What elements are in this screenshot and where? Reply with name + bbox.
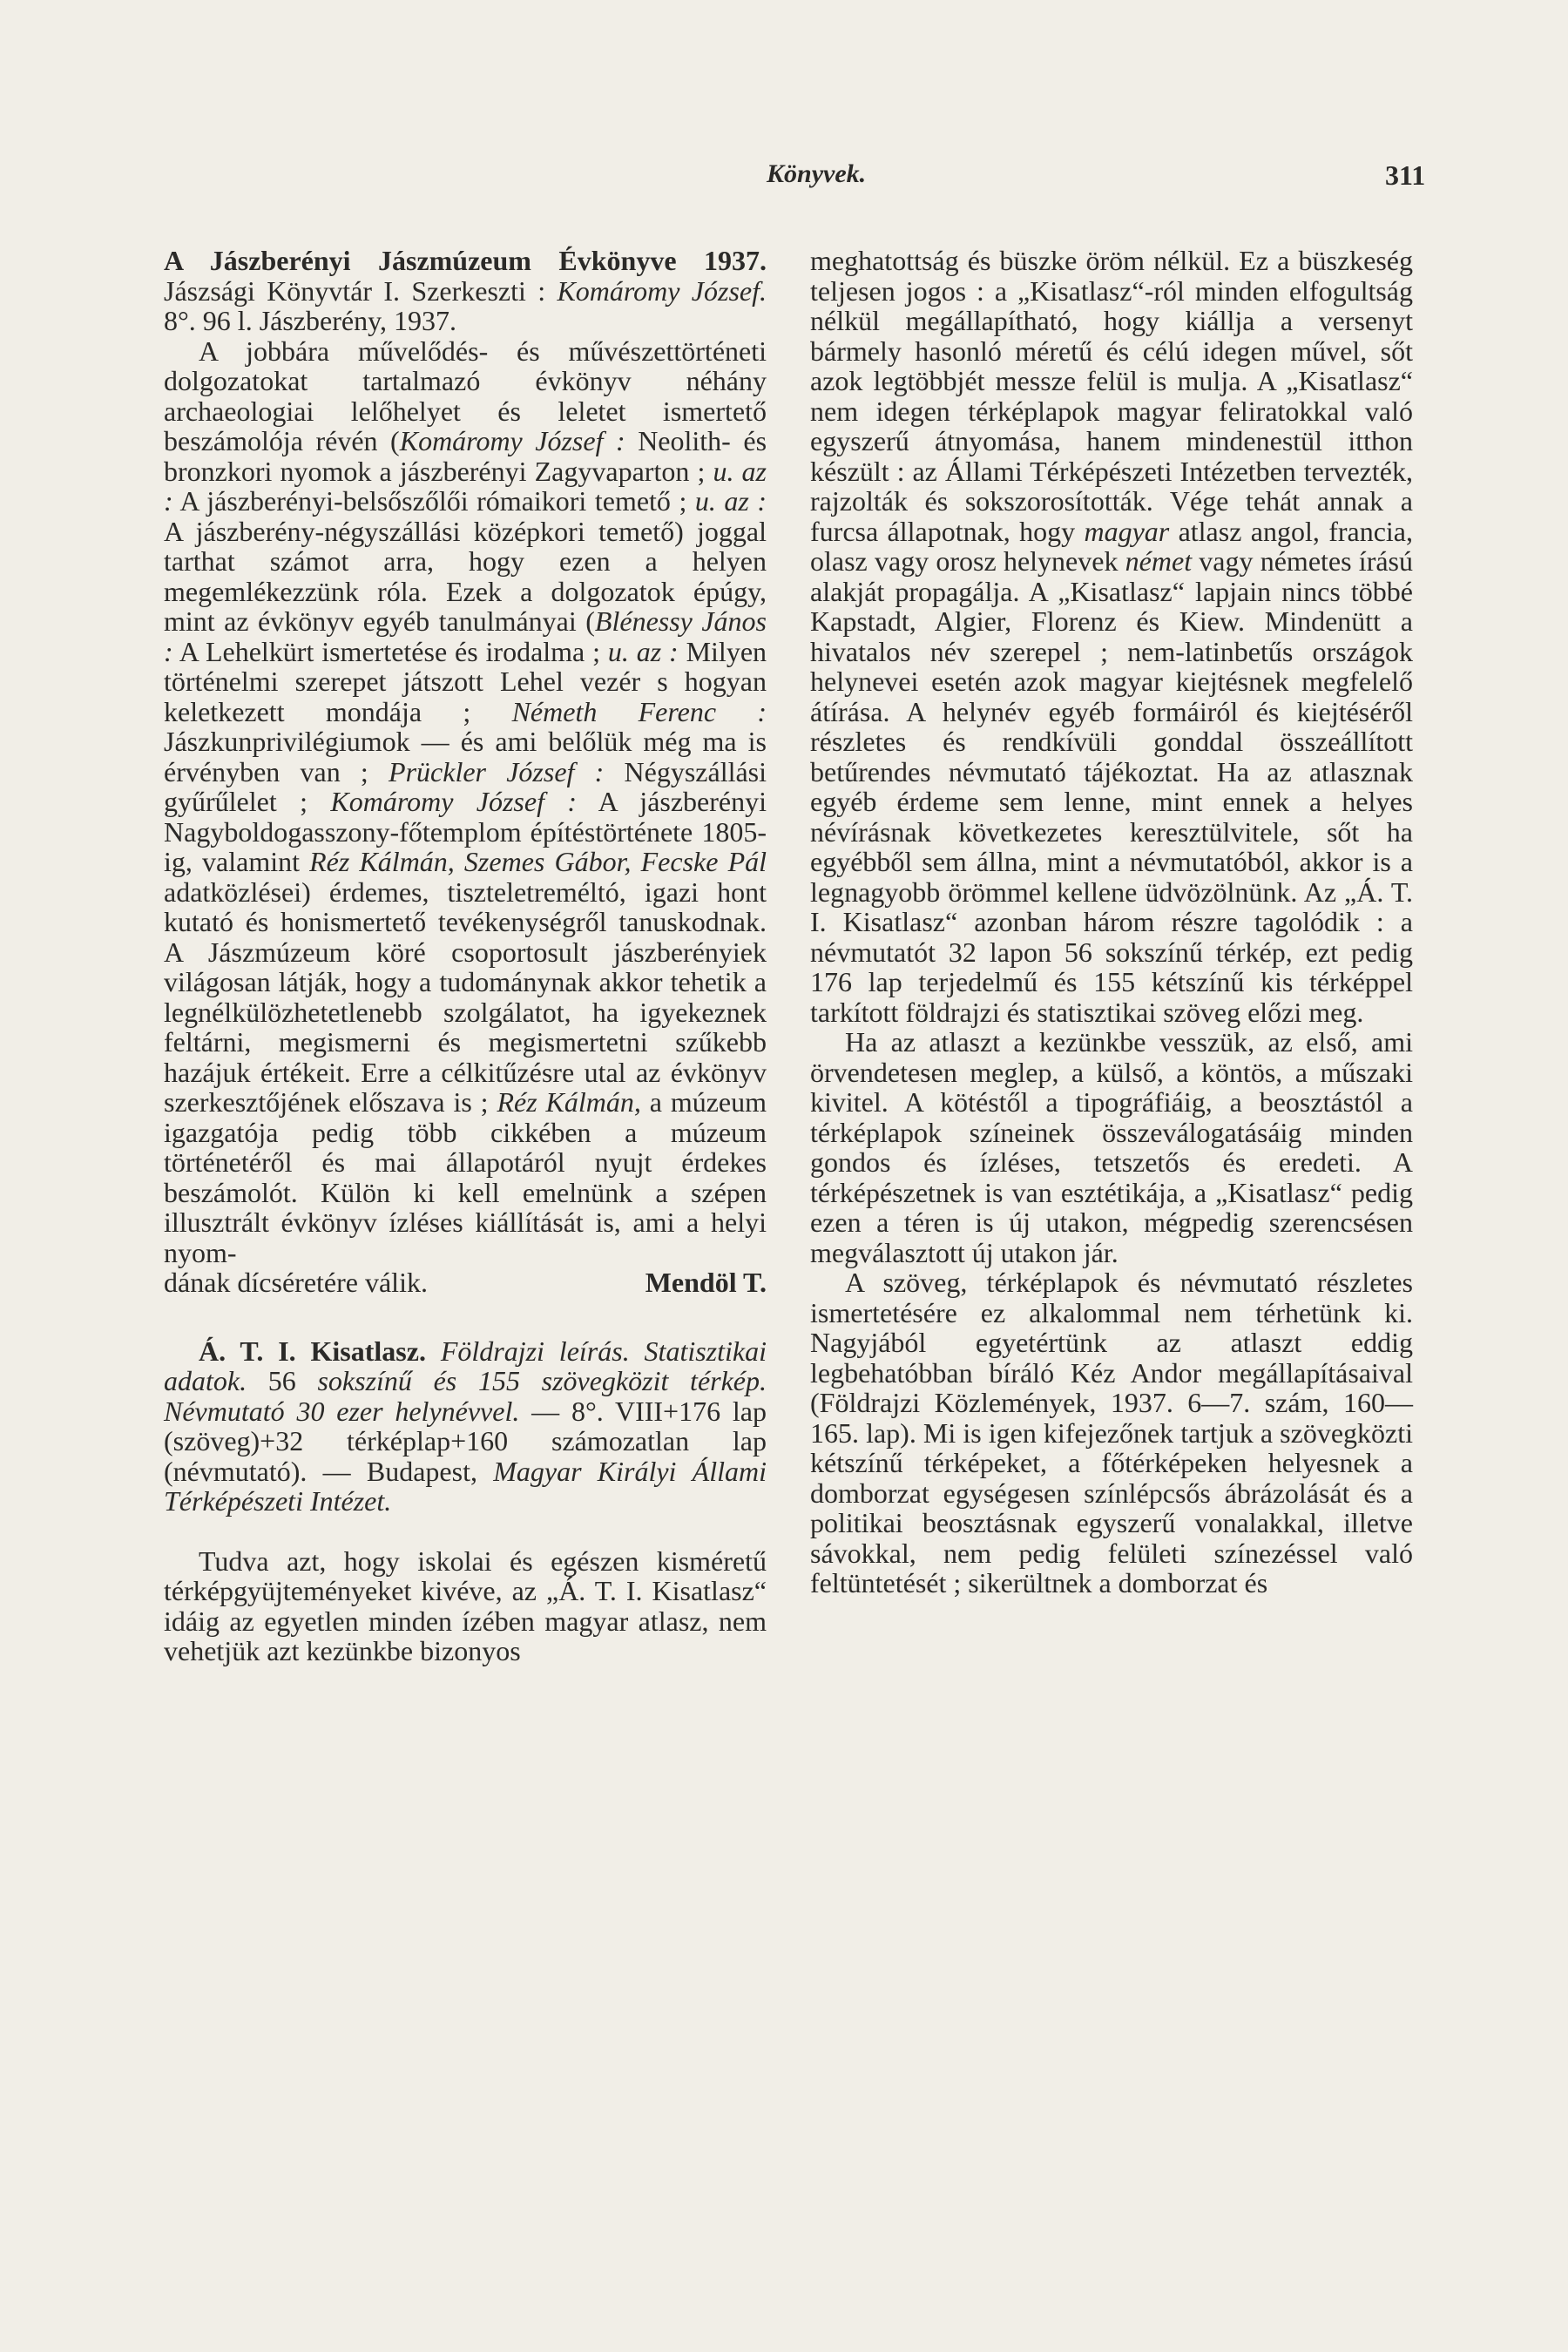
author-ref: Komáromy József : [399, 425, 625, 456]
review1-imprint: 8°. 96 l. Jászberény, 1937. [164, 305, 456, 336]
review1-series: Jászsági Könyvtár I. Szerkeszti : [164, 274, 558, 307]
review1-editor: Komáromy József. [557, 274, 767, 307]
section-gap [164, 1517, 767, 1546]
emphasis: német [1125, 545, 1193, 577]
review2-publisher: Magyar Királyi Állami Térképészeti Intézet. [164, 1455, 767, 1517]
review2-paragraph-1-start: Tudva azt, hogy iskolai és egészen kisméretű térképgyüjteményeket kivéve, az „Á. T. I. Kisatlasz“ idáig az egyetlen minden ízében magyar atlasz, nem vehetjük azt kezünkbe bizonyos [164, 1544, 767, 1666]
author-ref: Prückler József : [389, 755, 605, 787]
right-column [810, 246, 1413, 1598]
emphasis: magyar [1084, 515, 1170, 547]
review1-body [164, 336, 767, 1268]
text-run: Négyszállási gyűrűlelet ; [164, 755, 767, 817]
author-ref: Réz Kálmán, [497, 1086, 641, 1118]
review1-bibliography [164, 246, 767, 336]
review2-book-title: Á. T. I. Kisatlasz. [199, 1335, 426, 1367]
page-header [0, 159, 1568, 203]
review1-reviewer: Mendöl T. [645, 1267, 767, 1298]
author-ref: u. az : [607, 635, 679, 667]
text-run: meghatottság és büszke öröm nélkül. Ez a büszkeség teljesen jogos : a „Kisatlasz“-ról minden elfogultság nélkül megállapítható, hogy kiállja a versenyt bármely hasonló méretű és célú idegen művel, sőt azok legtöbbjét messze felül is mulja. A „Kisatlasz“ nem idegen térképlapok magyar feliratokkal való egyszerű átnyomása, hanem mindenestül itthon készült : az Állami Térképészeti Intézetben tervezték, rajzolták és sokszorosították. Vége tehát annak a furcsa állapotnak, hogy [810, 245, 1413, 547]
text-run: A jászberényi Nagyboldogasszony-főtemplom építéstörténete 1805-ig, valamint [164, 786, 767, 877]
review2-count: 56 [247, 1365, 318, 1396]
section-gap [164, 1298, 767, 1336]
page-number: 311 [1385, 159, 1426, 191]
text-run: a múzeum igazgatója pedig több cikkében a múzeum történetéről és mai állapotáról nyujt érdekes beszámolót. Külön ki kell emelnünk a szépen illusztrált évkönyv ízléses kiállítását is, ami a helyi nyom- [164, 1086, 767, 1268]
text-run: A jászberény-négyszállási középkori temető) joggal tarthat számot arra, hogy ezen a helyen megemlékezzünk róla. Ezek a dolgozatok épúgy, mint az évkönyv egyéb tanulmányai ( [164, 515, 767, 637]
review2-subtitle: Földrajzi leírás. Statisztikai adatok. [164, 1335, 767, 1396]
text-run: atlasz angol, francia, olasz vagy orosz helynevek [810, 515, 1414, 577]
author-ref: Komáromy József : [330, 786, 577, 817]
review2-imprint: — 8°. VIII+176 lap (szöveg)+32 térképlap+160 számozatlan lap (névmutató). — Budapest, [164, 1395, 767, 1487]
text-run: Jászkunprivilégiumok — és ami belőlük még ma is érvényben van ; [164, 726, 767, 787]
text-run: A jászberényi-belsőszőlői rómaikori temető ; [172, 485, 695, 517]
review1-last-line: dának dícséretére válik. [164, 1267, 428, 1298]
author-ref: u. az : [694, 485, 767, 517]
left-column [164, 246, 767, 1666]
text-run: adatközlései) érdemes, tiszteletreméltó, igazi hont kutató és honismertető tevékenységről tanuskodnak. A Jászmúzeum köré csoportosult jászberényiek világosan látják, hogy a tudománynak akkor tehetik a legnélkülözhetetlenebb szolgálatot, ha igyekeznek feltárni, megismerni és megismertetni szűkebb hazájuk értékeit. Erre a célkitűzésre utal az évkönyv szerkesztőjének előszava is ; [164, 875, 767, 1118]
review2-paragraph-1-cont [810, 246, 1413, 1027]
text-run: Neolith- és bronzkori nyomok a jászberényi Zagyvaparton ; [164, 425, 767, 487]
author-ref: Németh Ferenc : [511, 695, 767, 727]
review2-bibliography [164, 1336, 767, 1517]
review2-subtitle-2: sokszínű és 155 szövegközit térkép. Névmutató 30 ezer helynévvel. [164, 1365, 767, 1427]
review1-book-title: A Jászberényi Jászmúzeum Évkönyve 1937. [164, 245, 767, 276]
running-title: Könyvek. [767, 159, 867, 188]
review2-paragraph-3: A szöveg, térképlapok és névmutató részletes ismertetésére ez alkalommal nem térhetünk ki. Nagyjából egyetértünk az atlaszt eddig legbehatóbban bíráló Kéz Andor megállapításaival (Földrajzi Közlemények, 1937. 6—7. szám, 160—165. lap). Mi is igen kifejezőnek tartjuk a szövegközti kétszínű térképeket, a főtérképeken helyesnek a domborzat egységesen színlépcsős ábrázolását és a politikai beosztásnak egyszerű vonalakkal, illetve sávokkal, nem pedig felületi színezéssel való feltüntetését ; sikerültnek a domborzat és [810, 1267, 1413, 1598]
text-run: A jobbára művelődés- és művészettörténeti dolgozatokat tartalmazó évkönyv néhány archaeologiai lelőhelyet és leletet ismertető beszámolója révén ( [164, 335, 767, 456]
review2-paragraph-2: Ha az atlaszt a kezünkbe vesszük, az első, ami örvendetesen meglep, a külső, a köntös, a műszaki kivitel. A kötéstől a tipográfiáig, a beosztástól a térképlapok színeinek összeválogatásáig minden gondos és ízléses, tetszetős és eredeti. A térképészetnek is van esztétikája, a „Kisatlasz“ pedig ezen a téren is új utakon, mégpedig szerencsésen megválasztott új utakon jár. [810, 1026, 1413, 1268]
author-ref: Blénessy János : [164, 605, 767, 667]
author-ref: u. az : [164, 455, 767, 517]
review1-signature-line [164, 1267, 767, 1298]
author-ref: Réz Kálmán, Szemes Gábor, Fecske Pál [309, 846, 767, 877]
text-run: A Lehelkürt ismertetése és irodalma ; [172, 635, 608, 667]
text-run: Milyen történelmi szerepet játszott Lehel vezér s hogyan keletkezett mondája ; [164, 635, 767, 727]
text-run: vagy németes írású alakját propagálja. A „Kisatlasz“ lapjain nincs többé Kapstadt, Algier, Florenz és Kiew. Mindenütt a hivatalos név szerepel ; nem-latinbetűs országok helynevei esetén azok magyar kiejtésnek megfelelő átírása. A helynév egyéb formáiról és kiejtéséről részletes és rendkívüli gonddal összeállított betűrendes névmutató tájékoztat. Ha az atlasznak egyéb érdeme sem lenne, mint ennek a helyes névírásnak következetes keresztülvitele, sőt ha egyébből sem állna, mint a névmutatóból, akkor is a legnagyobb örömmel kellene üdvözölnünk. Az „Á. T. I. Kisatlasz“ azonban három részre tagolódik : a névmutatót 32 lapon 56 sokszínű térkép, ezt pedig 176 lap terjedelmű és 155 kétszínű kis térképpel tarkított földrajzi és statisztikai szöveg előzi meg. [810, 545, 1414, 1028]
